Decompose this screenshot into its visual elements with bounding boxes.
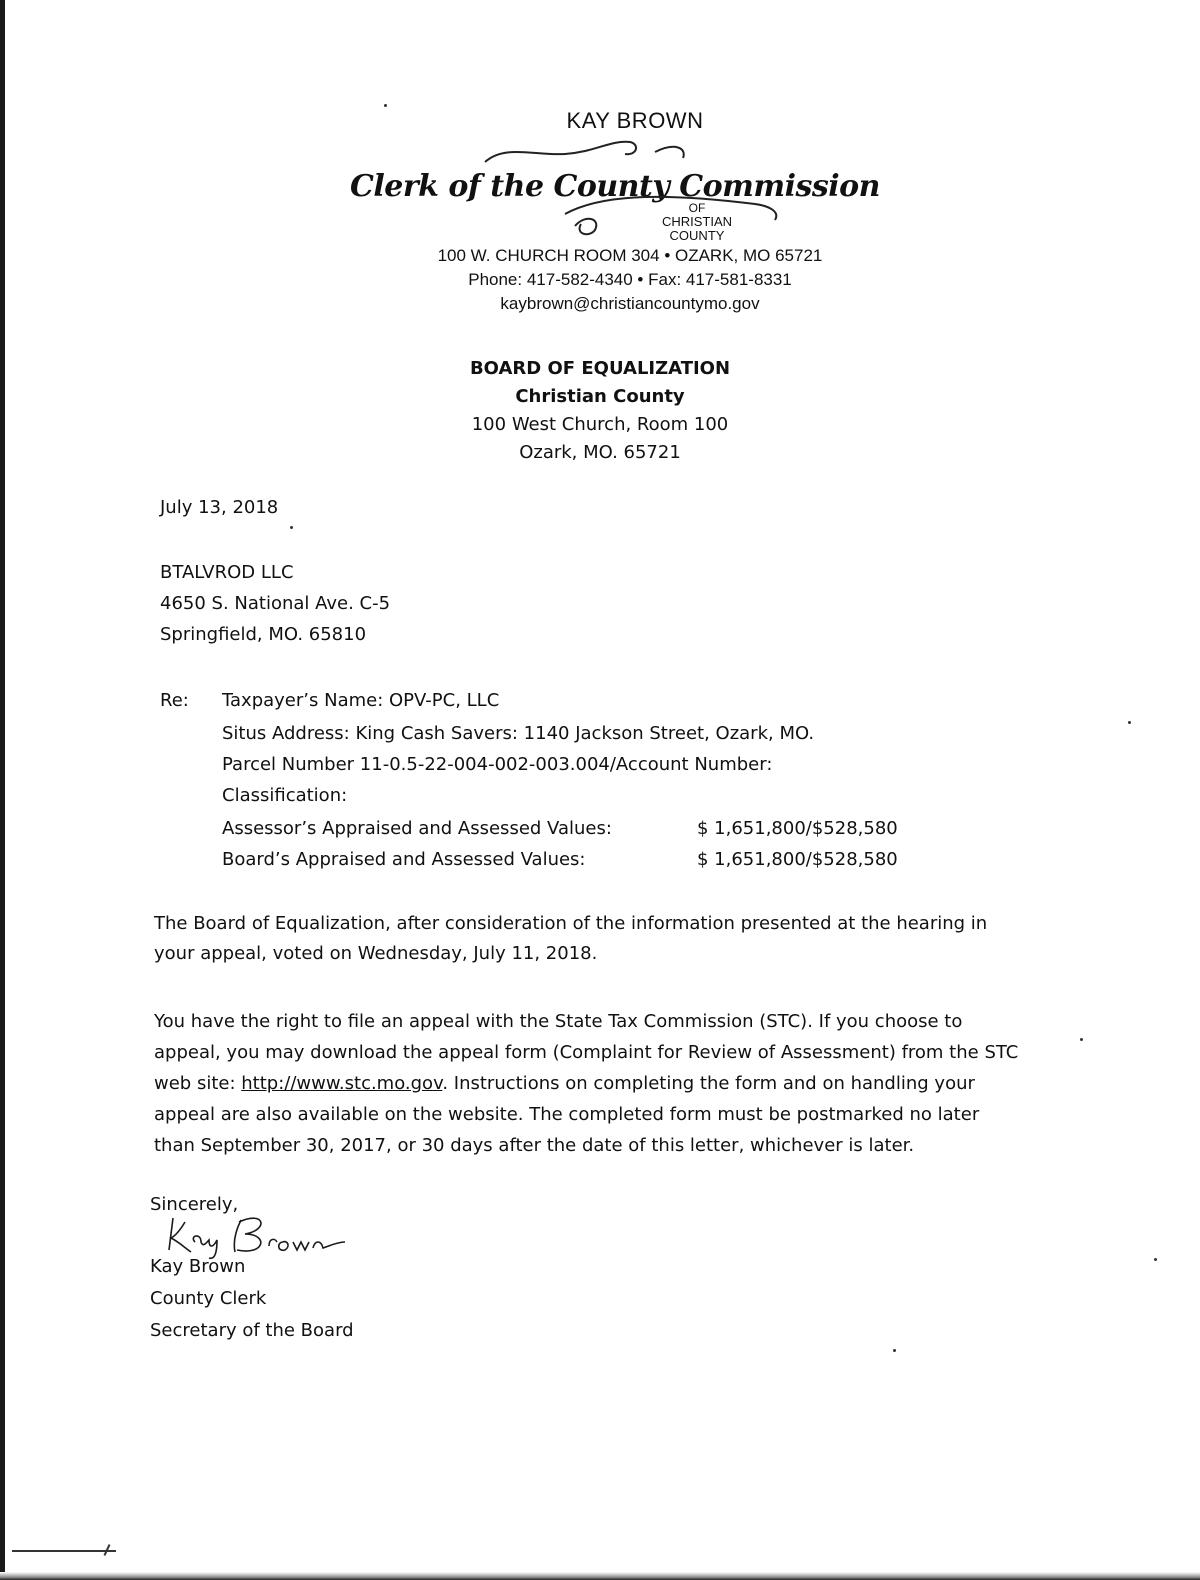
clerk-phone-fax: Phone: 417-582-4340 • Fax: 417-581-8331	[468, 270, 792, 289]
paragraph2-line1: You have the right to file an appeal with the State Tax Commission (STC). If you choose to	[154, 1011, 963, 1032]
recipient-name: BTALVROD LLC	[160, 562, 294, 583]
paragraph2-line3	[154, 1073, 975, 1094]
paragraph2-line3-suffix: . Instructions on completing the form and on handling your	[442, 1073, 975, 1094]
re-assessor-label: Assessor’s Appraised and Assessed Values:	[222, 818, 612, 839]
clerk-email: kaybrown@christiancountymo.gov	[500, 294, 760, 313]
paragraph2-line5: than September 30, 2017, or 30 days after the date of this letter, whichever is later.	[154, 1135, 915, 1156]
re-parcel: Parcel Number 11-0.5-22-004-002-003.004/Account Number:	[222, 754, 773, 775]
paragraph2-line2: appeal, you may download the appeal form (Complaint for Review of Assessment) from the STC	[154, 1042, 1019, 1063]
board-name: BOARD OF EQUALIZATION	[469, 358, 731, 379]
seal-of: OF	[688, 201, 706, 215]
closing-role: Secretary of the Board	[150, 1320, 354, 1341]
re-situs: Situs Address: King Cash Savers: 1140 Jackson Street, Ozark, MO.	[222, 723, 815, 744]
re-taxpayer: Taxpayer’s Name: OPV-PC, LLC	[222, 690, 500, 711]
closing-name: Kay Brown	[150, 1256, 246, 1277]
seal-county-word: COUNTY	[669, 228, 725, 243]
re-classification: Classification:	[222, 785, 348, 806]
clerk-address: 100 W. CHURCH ROOM 304 • OZARK, MO 65721	[437, 246, 823, 265]
closing-salutation: Sincerely,	[150, 1194, 239, 1215]
paragraph1-line1: The Board of Equalization, after consideration of the information presented at the hearing in	[154, 913, 988, 934]
seal-title: Clerk of the County Commission	[350, 169, 880, 204]
re-label: Re:	[160, 690, 189, 711]
handwritten-signature	[165, 1212, 355, 1260]
recipient-city: Springfield, MO. 65810	[160, 624, 367, 645]
board-street: 100 West Church, Room 100	[471, 414, 729, 435]
paragraph2-line4: appeal are also available on the website. The completed form must be postmarked no later	[154, 1104, 980, 1125]
board-city: Ozark, MO. 65721	[519, 442, 681, 463]
recipient-street: 4650 S. National Ave. C-5	[160, 593, 391, 614]
stc-website-link[interactable]: http://www.stc.mo.gov	[241, 1073, 443, 1094]
clerk-name: KAY BROWN	[566, 108, 704, 133]
seal-county-name: CHRISTIAN	[661, 214, 733, 229]
paragraph1-line2: your appeal, voted on Wednesday, July 11, 2018.	[154, 943, 598, 964]
re-board-value: $ 1,651,800/$528,580	[697, 849, 898, 870]
re-assessor-value: $ 1,651,800/$528,580	[697, 818, 898, 839]
letter-date: July 13, 2018	[160, 497, 279, 518]
re-board-label: Board’s Appraised and Assessed Values:	[222, 849, 586, 870]
paragraph2-line3-prefix: web site:	[154, 1073, 242, 1094]
closing-title: County Clerk	[150, 1288, 267, 1309]
board-county: Christian County	[515, 386, 685, 407]
